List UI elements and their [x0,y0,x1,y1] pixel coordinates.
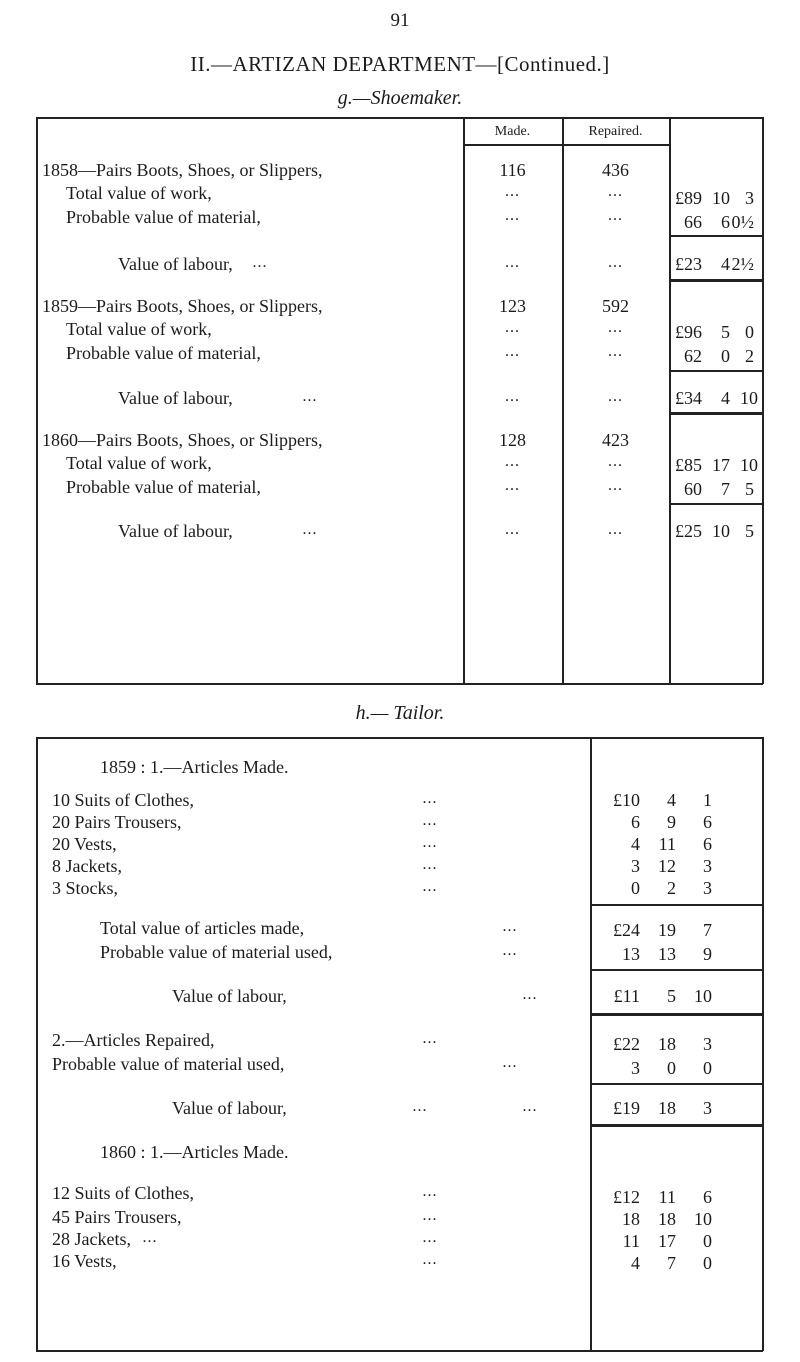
tailor-1859-material-label: Probable value of material used, [100,942,333,962]
ellipsis: ... [608,521,623,538]
tailor-1860-item-amount: 18 18 10 [622,1209,712,1229]
ellipsis: ... [422,1251,438,1268]
material-label-1858: Probable value of material, [66,207,261,227]
tailor-1859-item-label: 20 Pairs Trousers, [52,812,182,832]
tailor-1859-total: £24 19 7 [613,920,712,940]
ellipsis: ... [608,254,623,271]
ellipsis: ... [412,1098,428,1115]
total-1859: £96 5 0 [675,322,754,342]
material-1859: 62 0 2 [684,346,754,366]
tailor-1859-item-label: 20 Vests, [52,834,117,854]
ellipsis: ... [422,1183,438,1200]
ellipsis: ... [502,1054,518,1071]
ellipsis: ... [505,521,520,538]
tailor-repaired-material: 3 0 0 [631,1058,712,1078]
ellipsis: ... [608,183,623,200]
ellipsis: ... [522,1098,538,1115]
ellipsis: ... [608,453,623,470]
repaired-1858: 436 [602,160,629,180]
tailor-1859-labour-label: Value of labour, [172,986,287,1006]
labour-1859: £34 4 10 [675,388,758,408]
labour-label-1859: Value of labour, [118,388,233,408]
tailor-title: h.— Tailor. [355,702,445,724]
year-1859-label: 1859—Pairs Boots, Shoes, or Slippers, [42,296,323,316]
total-1858: £89 10 3 [675,188,754,208]
ellipsis: ... [505,319,520,336]
ellipsis: ... [422,790,438,807]
material-1860: 60 7 5 [684,479,754,499]
material-label-1860: Probable value of material, [66,477,261,497]
tailor-1859-item-label: 10 Suits of Clothes, [52,790,195,810]
ellipsis: ... [422,1207,438,1224]
tailor-1860-item-amount: £12 11 6 [613,1187,712,1207]
ellipsis: ... [608,477,623,494]
department-title: II.—ARTIZAN DEPARTMENT—[Continued.] [190,52,610,76]
ellipsis: ... [422,812,438,829]
made-1858: 116 [499,160,526,180]
tailor-1859-item-amount: 0 2 3 [631,878,712,898]
ellipsis: ... [608,343,623,360]
labour-label-1858: Value of labour, [118,254,233,274]
tailor-1859-item-amount: 6 9 6 [631,812,712,832]
page-number: 91 [390,10,410,31]
tailor-1859-item-amount: £10 4 1 [613,790,712,810]
ellipsis: ... [505,388,520,405]
total-label-1860: Total value of work, [66,453,212,473]
labour-1860: £25 10 5 [675,521,754,541]
ellipsis: ... [422,856,438,873]
tailor-1860-item-label: 16 Vests, [52,1251,117,1271]
tailor-repaired-material-label: Probable value of material used, [52,1054,285,1074]
tailor-1859-material: 13 13 9 [622,944,712,964]
ellipsis: ... [505,453,520,470]
ellipsis: ... [505,343,520,360]
ellipsis: ... [302,521,318,538]
tailor-1859-labour: £11 5 10 [613,986,712,1006]
tailor-repaired-heading: 2.—Articles Repaired, [52,1030,215,1050]
repaired-1860: 423 [602,430,629,450]
material-label-1859: Probable value of material, [66,343,261,363]
repaired-1859: 592 [602,296,629,316]
tailor-1860-item-label: 28 Jackets, [52,1229,131,1249]
ellipsis: ... [608,388,623,405]
ellipsis: ... [422,834,438,851]
tailor-1860-item-label: 12 Suits of Clothes, [52,1183,195,1203]
ellipsis: ... [502,942,518,959]
ellipsis: ... [422,1030,438,1047]
ellipsis: ... [422,1229,438,1246]
tailor-1859-total-label: Total value of articles made, [100,918,305,938]
tailor-1859-item-label: 8 Jackets, [52,856,122,876]
tailor-repaired-labour-label: Value of labour, [172,1098,287,1118]
tailor-1860-item-amount: 11 17 0 [622,1231,712,1251]
ellipsis: ... [608,207,623,224]
total-label-1859: Total value of work, [66,319,212,339]
col-made-header: Made. [494,124,531,139]
ellipsis: ... [505,254,520,271]
tailor-1860-heading: 1860 : 1.—Articles Made. [100,1142,289,1162]
tailor-1859-item-label: 3 Stocks, [52,878,119,898]
total-1860: £85 17 10 [675,455,758,475]
tailor-1860-item-amount: 4 7 0 [631,1253,712,1273]
ellipsis: ... [505,183,520,200]
ellipsis: ... [142,1229,158,1246]
ellipsis: ... [608,319,623,336]
year-1858-label: 1858—Pairs Boots, Shoes, or Slippers, [42,160,323,180]
ellipsis: ... [502,918,518,935]
total-label-1858: Total value of work, [66,183,212,203]
tailor-1859-item-amount: 4 11 6 [631,834,712,854]
shoemaker-title: g.—Shoemaker. [337,87,463,109]
ellipsis: ... [505,207,520,224]
ellipsis: ... [422,878,438,895]
labour-1858: £23 42½ [675,254,754,274]
ellipsis: ... [302,388,318,405]
made-1860: 128 [499,430,526,450]
ellipsis: ... [252,254,268,271]
labour-label-1860: Value of labour, [118,521,233,541]
year-1860-label: 1860—Pairs Boots, Shoes, or Slippers, [42,430,323,450]
ellipsis: ... [505,477,520,494]
col-repaired-header: Repaired. [588,124,643,139]
made-1859: 123 [499,296,526,316]
tailor-1859-item-amount: 3 12 3 [631,856,712,876]
tailor-repaired-labour: £19 18 3 [613,1098,712,1118]
tailor-1859-heading: 1859 : 1.—Articles Made. [100,757,289,777]
ellipsis: ... [522,986,538,1003]
tailor-repaired-amount: £22 18 3 [613,1034,712,1054]
material-1858: 66 60½ [684,212,754,232]
tailor-1860-item-label: 45 Pairs Trousers, [52,1207,182,1227]
